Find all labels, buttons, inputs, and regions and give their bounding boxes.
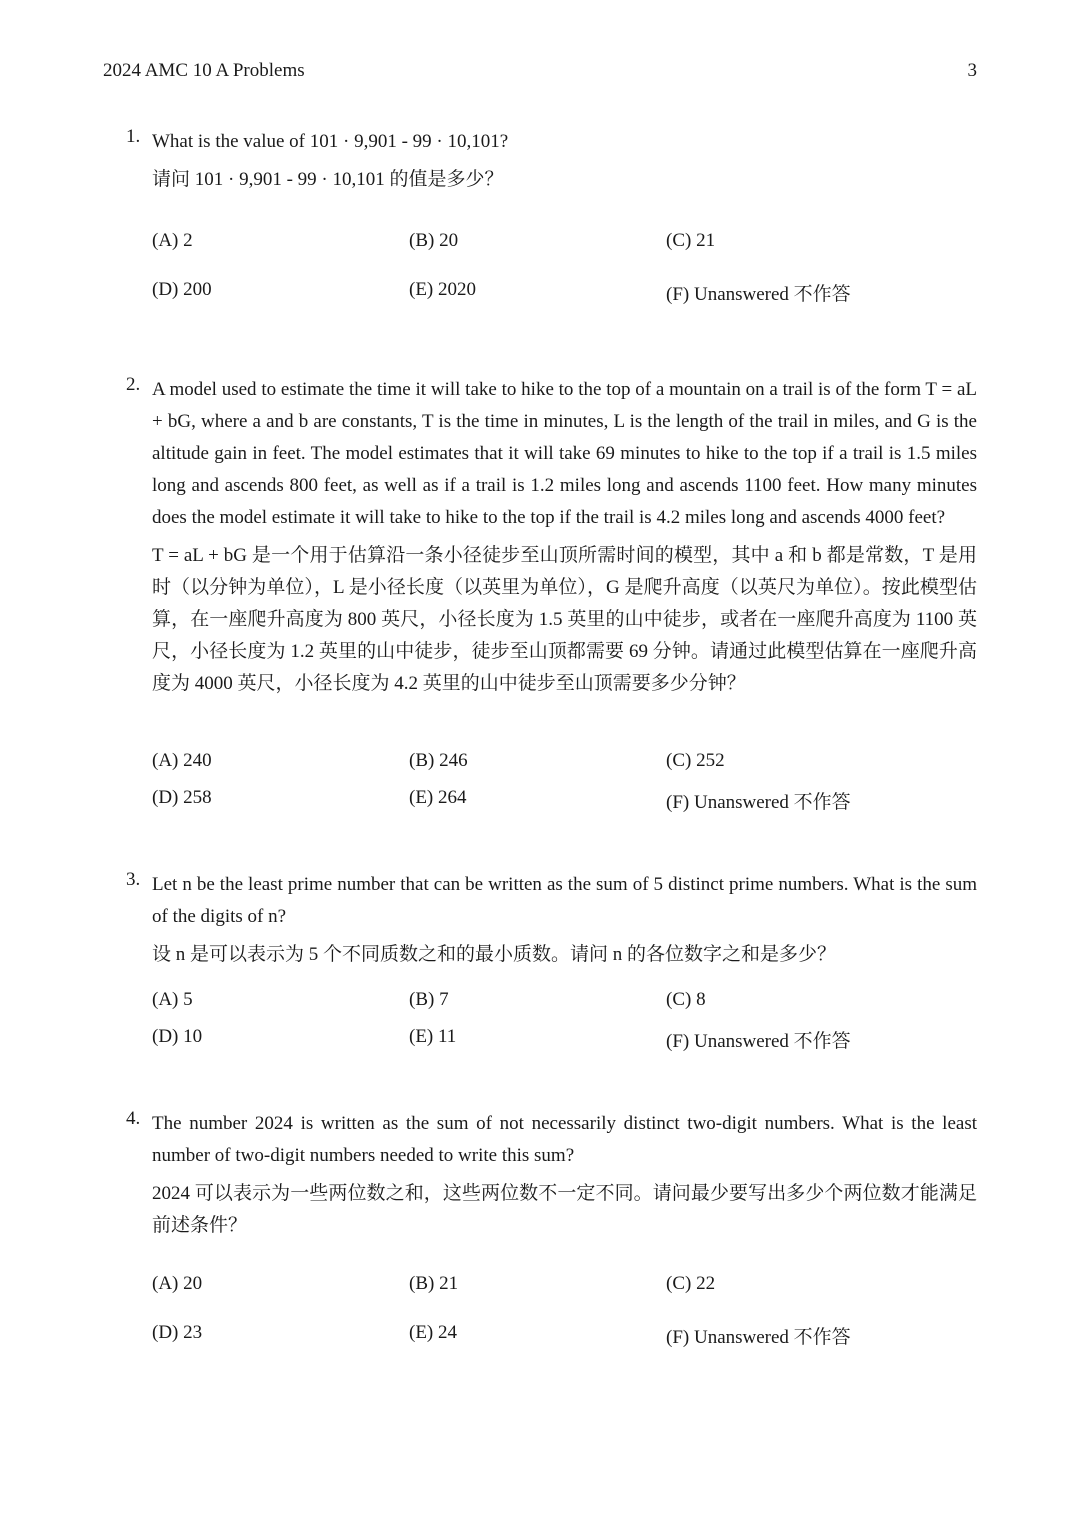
option-a: (A) 5 bbox=[152, 989, 193, 1010]
option-d: (D) 23 bbox=[152, 1322, 203, 1343]
problem-text-zh: 设 n 是可以表示为 5 个不同质数之和的最小质数。请问 n 的各位数字之和是多少？ bbox=[152, 944, 837, 965]
problem-number: 3. bbox=[126, 869, 141, 890]
option-e: (E) 24 bbox=[409, 1322, 458, 1343]
option-a: (A) 2 bbox=[152, 230, 193, 251]
option-e: (E) 264 bbox=[409, 787, 467, 808]
option-d: (D) 200 bbox=[152, 279, 212, 300]
option-c: (C) 252 bbox=[666, 750, 725, 771]
problem-text-en: The number 2024 is written as the sum of not necessarily distinct two-digit numbers. What is the least number of two-digit numbers needed to write this sum? bbox=[152, 1113, 977, 1166]
problem-text-en: Let n be the least prime number that can be written as the sum of 5 distinct prime numbers. What is the sum of the digits of n? bbox=[152, 874, 977, 927]
option-c: (C) 8 bbox=[666, 989, 706, 1010]
option-b: (B) 21 bbox=[409, 1273, 459, 1294]
option-c: (C) 22 bbox=[666, 1273, 716, 1294]
problem-text-en: A model used to estimate the time it will take to hike to the top of a mountain on a trail is of the form T = aL + bG, where a and b are constants, T is the time in minutes, L is the length of the trail in miles, and G is the altitude gain in feet. The model estimates that it will take 69 minutes to hike to the top if a trail is 1.5 miles long and ascends 800 feet, as well as if a trail is 1.2 miles long and ascends 1100 feet. How many minutes does the model estimate it will take to hike to the top if the trail is 4.2 miles long and ascends 4000 feet? bbox=[152, 379, 977, 528]
problem-text-en: What is the value of 101 · 9,901 - 99 · 10,101? bbox=[152, 131, 509, 152]
problem-text-zh: T = aL + bG 是一个用于估算沿一条小径徒步至山顶所需时间的模型，其中 a 和 b 都是常数，T 是用时（以分钟为单位），L 是小径长度（以英里为单位），G 是爬升高度（以英尺为单位）。按此模型估算，在一座爬升高度为 800 英尺，小径长度为 1.5 英里的山中徒步，或者在一座爬升高度为 1100 英尺，小径长度为 1.2 英里的山中徒步，徒步至山顶都需要 69 分钟。请通过此模型估算在一座爬升高度为 4000 英尺，小径长度为 4.2 英里的山中徒步至山顶需要多少分钟？ bbox=[152, 545, 977, 694]
problem-text-zh: 请问 101 · 9,901 - 99 · 10,101 的值是多少？ bbox=[152, 169, 504, 190]
option-b: (B) 20 bbox=[409, 230, 459, 251]
problem-number: 4. bbox=[126, 1108, 141, 1129]
option-d: (D) 258 bbox=[152, 787, 212, 808]
document-title: 2024 AMC 10 A Problems bbox=[103, 60, 305, 81]
option-d: (D) 10 bbox=[152, 1026, 203, 1047]
option-f: (F) Unanswered 不作答 bbox=[666, 284, 851, 305]
option-f: (F) Unanswered 不作答 bbox=[666, 792, 851, 813]
option-a: (A) 240 bbox=[152, 750, 212, 771]
page-header bbox=[103, 60, 977, 86]
option-e: (E) 11 bbox=[409, 1026, 457, 1047]
option-f: (F) Unanswered 不作答 bbox=[666, 1327, 851, 1348]
option-f: (F) Unanswered 不作答 bbox=[666, 1031, 851, 1052]
option-b: (B) 7 bbox=[409, 989, 449, 1010]
option-b: (B) 246 bbox=[409, 750, 468, 771]
problem-number: 2. bbox=[126, 374, 141, 395]
option-a: (A) 20 bbox=[152, 1273, 203, 1294]
option-e: (E) 2020 bbox=[409, 279, 477, 300]
page-number: 3 bbox=[967, 60, 977, 81]
problem-text-zh: 2024 可以表示为一些两位数之和，这些两位数不一定不同。请问最少要写出多少个两位数才能满足前述条件？ bbox=[152, 1183, 977, 1236]
problem-number: 1. bbox=[126, 126, 141, 147]
option-c: (C) 21 bbox=[666, 230, 716, 251]
